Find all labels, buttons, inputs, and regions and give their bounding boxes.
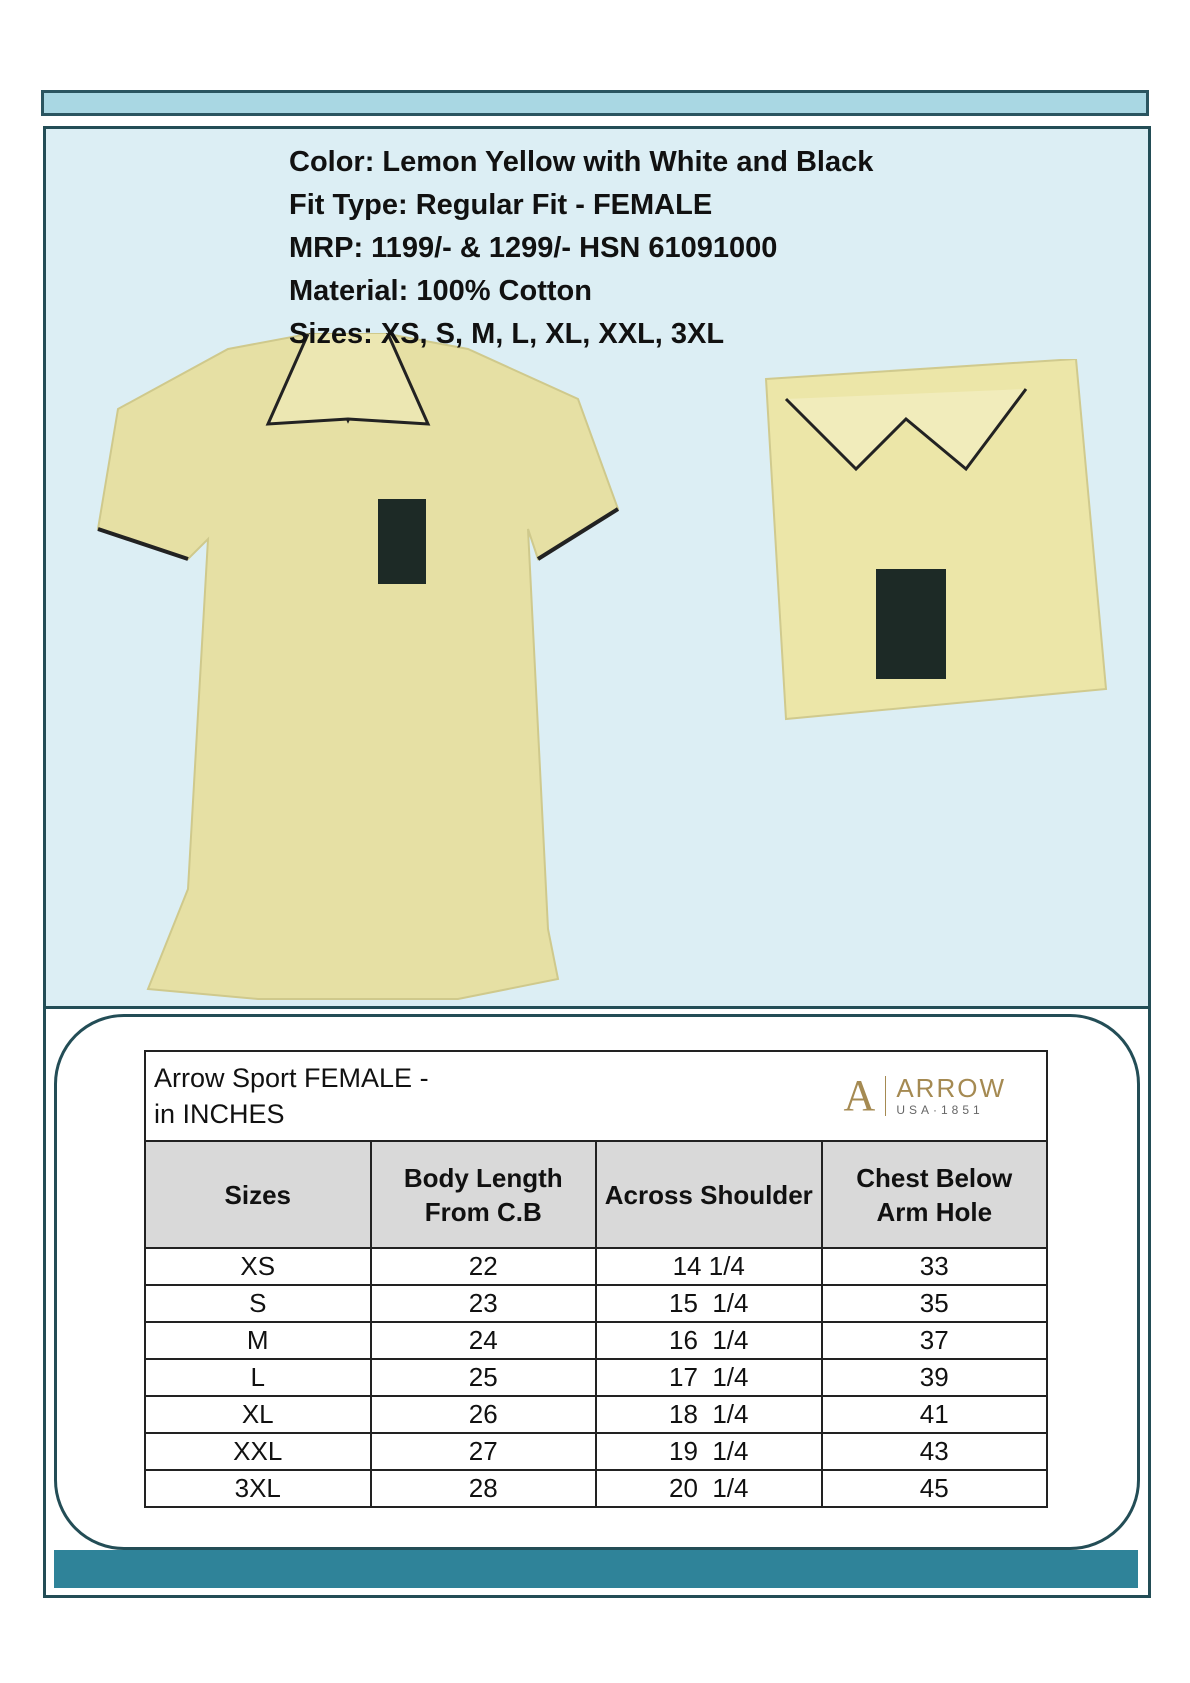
table-cell: XS [145, 1248, 371, 1285]
spec-sizes: Sizes: XS, S, M, L, XL, XXL, 3XL [289, 318, 725, 350]
table-row [145, 1433, 1047, 1470]
table-cell: XXL [145, 1433, 371, 1470]
arrow-logo-mark-icon: A [843, 1071, 876, 1120]
table-cell: 20 1/4 [596, 1470, 822, 1507]
table-cell: 17 1/4 [596, 1359, 822, 1396]
table-cell: L [145, 1359, 371, 1396]
spec-material: Material: 100% Cotton [289, 275, 592, 307]
size-chart-title-cell [145, 1051, 1047, 1141]
product-specs [289, 141, 873, 356]
table-cell: 37 [822, 1322, 1048, 1359]
column-header: Chest Below Arm Hole [822, 1141, 1048, 1248]
table-cell: 18 1/4 [596, 1396, 822, 1433]
polo-shirt-folded-image [726, 359, 1126, 739]
table-cell: 39 [822, 1359, 1048, 1396]
table-cell: 43 [822, 1433, 1048, 1470]
table-row [145, 1470, 1047, 1507]
polo-shirt-front-image [58, 329, 678, 1009]
table-cell: 26 [371, 1396, 597, 1433]
spec-color: Color: Lemon Yellow with White and Black [289, 146, 874, 178]
table-cell: 41 [822, 1396, 1048, 1433]
table-row [145, 1322, 1047, 1359]
table-row [145, 1285, 1047, 1322]
logo-name: ARROW [896, 1073, 1006, 1103]
table-cell: 25 [371, 1359, 597, 1396]
table-cell: XL [145, 1396, 371, 1433]
top-banner-bar [41, 90, 1149, 116]
table-cell: 23 [371, 1285, 597, 1322]
table-cell: 27 [371, 1433, 597, 1470]
table-cell: S [145, 1285, 371, 1322]
table-cell: M [145, 1322, 371, 1359]
table-cell: 28 [371, 1470, 597, 1507]
table-cell: 33 [822, 1248, 1048, 1285]
table-cell: 3XL [145, 1470, 371, 1507]
table-cell: 24 [371, 1322, 597, 1359]
table-cell: 45 [822, 1470, 1048, 1507]
table-cell: 22 [371, 1248, 597, 1285]
spec-mrp: MRP: 1199/- & 1299/- HSN 61091000 [289, 232, 778, 264]
logo-sub: USA·1851 [896, 1103, 984, 1117]
table-cell: 19 1/4 [596, 1433, 822, 1470]
title-line-1: Arrow Sport FEMALE - [154, 1063, 429, 1093]
header-row [145, 1141, 1047, 1248]
column-header: Sizes [145, 1141, 371, 1248]
logo-divider [885, 1076, 886, 1116]
table-row [145, 1248, 1047, 1285]
product-photo-area [46, 129, 1148, 1009]
arrow-logo [844, 1072, 1006, 1120]
table-cell: 35 [822, 1285, 1048, 1322]
size-chart-title [154, 1060, 429, 1132]
table-cell: 15 1/4 [596, 1285, 822, 1322]
column-header: Across Shoulder [596, 1141, 822, 1248]
bottom-banner-bar [54, 1550, 1138, 1588]
table-cell: 14 1/4 [596, 1248, 822, 1285]
size-chart-table [144, 1050, 1048, 1508]
table-row [145, 1359, 1047, 1396]
table-row [145, 1396, 1047, 1433]
column-header: Body Length From C.B [371, 1141, 597, 1248]
title-line-2: in INCHES [154, 1099, 285, 1129]
spec-fit-type: Fit Type: Regular Fit - FEMALE [289, 189, 713, 221]
product-sheet [43, 126, 1151, 1598]
table-cell: 16 1/4 [596, 1322, 822, 1359]
